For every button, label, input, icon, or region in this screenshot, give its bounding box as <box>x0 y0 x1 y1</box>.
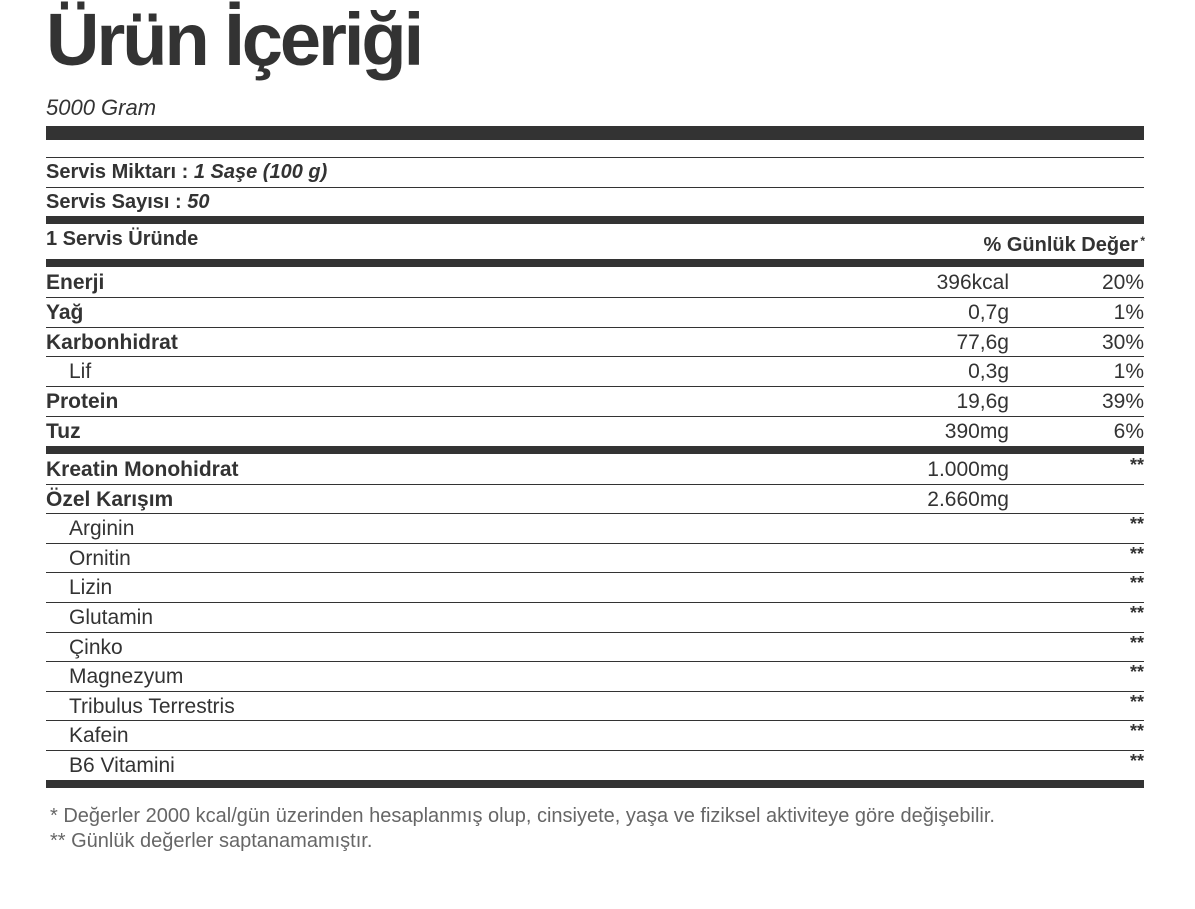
daily-value-mark: * <box>1140 234 1145 248</box>
row-name: Tuz <box>46 420 81 443</box>
row-amount: 396kcal <box>936 271 1009 294</box>
serving-size-label: Servis Miktarı : <box>46 161 194 183</box>
serving-count <box>46 188 1144 216</box>
row-amount: 77,6g <box>956 330 1009 354</box>
row-name: Protein <box>46 390 119 414</box>
row-daily-value: ** <box>1129 543 1144 564</box>
table-row <box>46 387 1144 416</box>
row-amount: 2.660mg <box>927 487 1009 511</box>
row-daily-value: ** <box>1129 662 1144 683</box>
bottom-thick-rule <box>46 780 1144 788</box>
row-amount: 390mg <box>944 420 1009 443</box>
row-amount: 0,3g <box>968 360 1009 384</box>
table-row <box>46 455 1144 484</box>
serving-count-value: 50 <box>187 191 210 213</box>
table-row <box>46 417 1144 446</box>
row-daily-value: ** <box>1129 632 1144 653</box>
table-row <box>46 633 1144 662</box>
row-daily-value: ** <box>1129 455 1144 475</box>
table-row <box>46 751 1144 780</box>
table-row <box>46 268 1144 297</box>
row-daily-value: 6% <box>1113 420 1144 443</box>
row-name: Özel Karışım <box>46 487 174 511</box>
serving-count-label: Servis Sayısı : <box>46 191 188 213</box>
row-name: Lif <box>69 360 92 384</box>
table-row <box>46 485 1144 514</box>
top-thick-rule <box>46 126 1144 140</box>
table-row <box>46 692 1144 721</box>
row-daily-value: ** <box>1129 721 1144 742</box>
daily-value-header <box>983 232 1145 258</box>
row-amount: 1.000mg <box>927 458 1009 481</box>
row-name: Lizin <box>69 576 113 600</box>
table-row <box>46 721 1144 750</box>
row-amount: 19,6g <box>956 390 1009 414</box>
table-row <box>46 328 1144 357</box>
row-name: Yağ <box>46 300 84 324</box>
row-name: B6 Vitamini <box>69 754 175 777</box>
row-daily-value: ** <box>1129 691 1144 712</box>
daily-value-label: % Günlük Değer <box>983 234 1138 256</box>
row-name: Karbonhidrat <box>46 330 178 354</box>
table-row <box>46 573 1144 602</box>
header-thick-rule <box>46 259 1144 267</box>
row-name: Kreatin Monohidrat <box>46 458 239 481</box>
row-daily-value: 1% <box>1113 300 1144 324</box>
serving-thick-rule <box>46 216 1144 224</box>
row-name: Kafein <box>69 724 129 748</box>
row-name: Çinko <box>69 635 123 659</box>
row-daily-value: ** <box>1129 751 1144 771</box>
row-amount: 0,7g <box>968 300 1009 324</box>
table-row <box>46 357 1144 386</box>
row-name: Arginin <box>69 517 135 541</box>
row-name: Glutamin <box>69 606 154 629</box>
row-daily-value: 30% <box>1101 330 1144 354</box>
row-daily-value: ** <box>1129 603 1144 623</box>
row-daily-value: 20% <box>1101 271 1144 294</box>
row-name: Enerji <box>46 271 105 294</box>
footnote-1: * Değerler 2000 kcal/gün üzerinden hesaplanmış olup, cinsiyete, yaşa ve fiziksel aktiviteye göre değişebilir. <box>50 805 995 827</box>
table-row <box>46 662 1144 691</box>
table-row <box>46 514 1144 543</box>
serving-size <box>46 158 1144 186</box>
page-title: Ürün İçeriği <box>46 0 422 81</box>
row-daily-value: ** <box>1129 573 1144 594</box>
row-name: Magnezyum <box>69 665 184 689</box>
row-daily-value: 39% <box>1101 390 1144 414</box>
row-name: Tribulus Terrestris <box>69 694 235 718</box>
footnote-2: ** Günlük değerler saptanamamıştır. <box>50 830 373 852</box>
table-row <box>46 544 1144 573</box>
table-row <box>46 603 1144 632</box>
row-daily-value: ** <box>1129 514 1144 535</box>
serving-size-value: 1 Saşe (100 g) <box>193 161 328 183</box>
net-weight: 5000 Gram <box>46 95 157 120</box>
table-row <box>46 298 1144 327</box>
nutrient-thick-rule <box>46 446 1144 454</box>
row-daily-value: 1% <box>1113 360 1144 384</box>
row-name: Ornitin <box>69 546 131 570</box>
per-serving-header: 1 Servis Üründe <box>46 228 199 250</box>
